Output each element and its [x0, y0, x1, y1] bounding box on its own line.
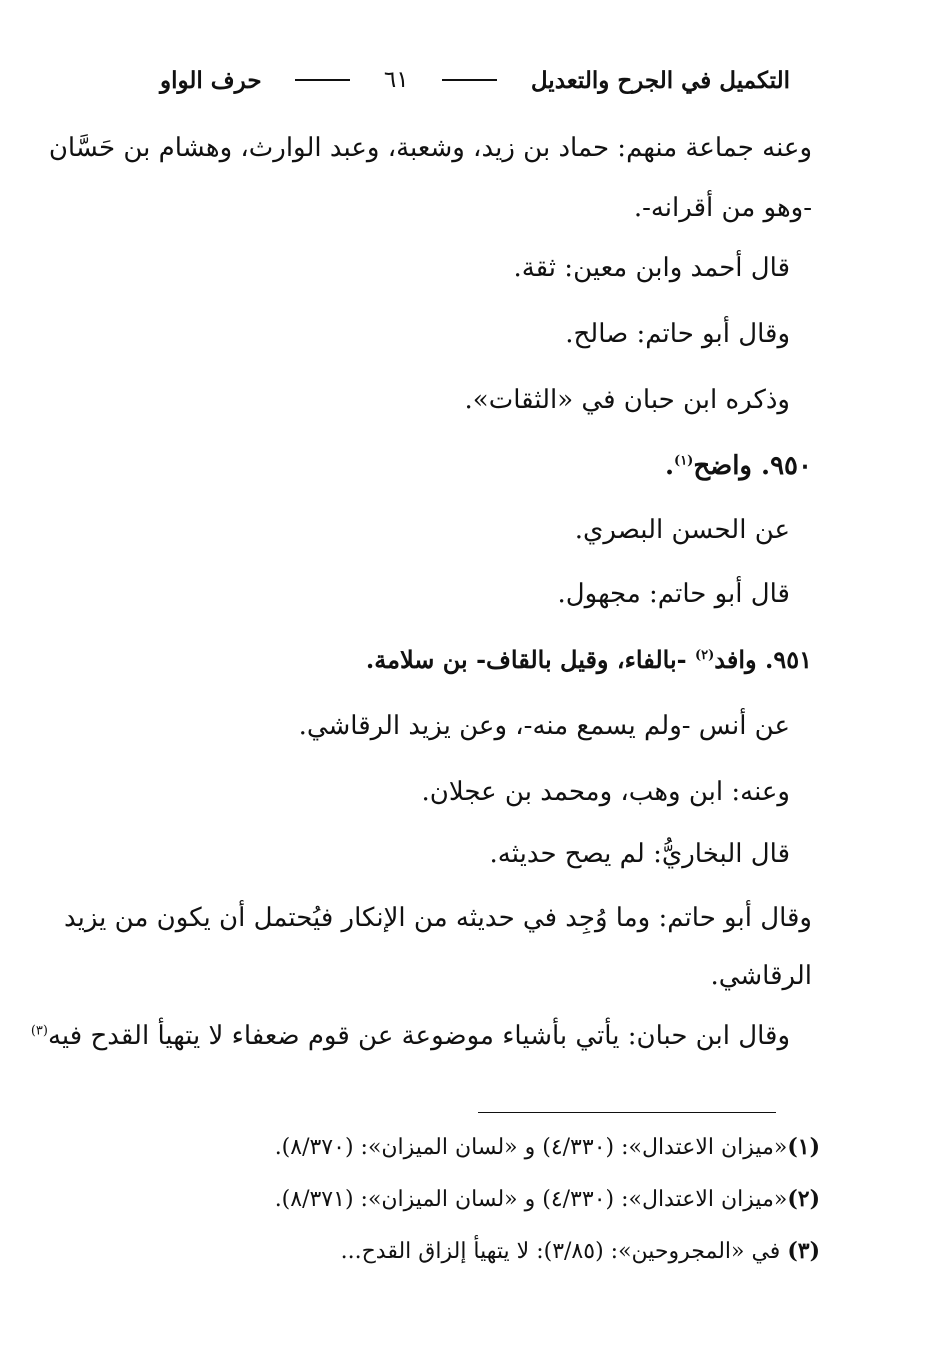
- footnote-text: «ميزان الاعتدال»: (٤/٣٣٠) و «لسان الميزان»: (٨/٣٧٠).: [274, 1135, 788, 1160]
- footnote-mark: (٣): [787, 1238, 820, 1264]
- entry-heading-951: [366, 640, 812, 680]
- footnote-mark: (١): [787, 1134, 820, 1160]
- footnote: [341, 1234, 820, 1269]
- body-line-with-ref: [31, 1016, 790, 1056]
- entry-number: ٩٥١.: [764, 645, 812, 674]
- footnote-separator: [478, 1112, 776, 1113]
- footnote: [275, 1182, 820, 1217]
- footnote-text: في «المجروحين»: (٣/٨٥): لا يتهيأ إلزاق القدح...: [340, 1239, 781, 1264]
- body-line: وعنه جماعة منهم: حماد بن زيد، وشعبة، وعبد الوارث، وهشام بن حَسَّان: [48, 133, 812, 163]
- header-dash: [295, 79, 350, 81]
- footnote-text: «ميزان الاعتدال»: (٤/٣٣٠) و «لسان الميزان»: (٨/٣٧١).: [274, 1187, 788, 1212]
- page-number: ٦١: [383, 67, 409, 93]
- running-header: [160, 60, 790, 100]
- footnote-mark: (٢): [787, 1186, 820, 1212]
- entry-name: واضح: [693, 451, 752, 481]
- body-line: عن أنس -ولم يسمع منه-، وعن يزيد الرقاشي.: [298, 711, 790, 741]
- body-text: وقال ابن حبان: يأتي بأشياء موضوعة عن قوم ضعفاء لا يتهيأ القدح فيه: [47, 1021, 790, 1051]
- section-title: حرف الواو: [160, 66, 262, 94]
- entry-heading-950: [665, 446, 812, 486]
- header-dash: [442, 79, 497, 81]
- body-line: عن الحسن البصري.: [574, 515, 790, 545]
- body-line: الرقاشي.: [710, 961, 812, 991]
- entry-number: ٩٥٠.: [761, 451, 812, 481]
- body-line: قال أحمد وابن معين: ثقة.: [513, 253, 790, 283]
- body-line: قال أبو حاتم: مجهول.: [557, 579, 790, 609]
- entry-rest: .: [664, 451, 675, 481]
- body-line: وذكره ابن حبان في «الثقات».: [464, 385, 790, 415]
- book-title: التكميل في الجرح والتعديل: [530, 66, 790, 94]
- footnote-ref: (١): [674, 453, 694, 469]
- body-line: قال البخاريُّ: لم يصح حديثه.: [489, 839, 790, 869]
- footnote-ref: (٢): [694, 648, 715, 663]
- entry-name: وافد: [714, 645, 757, 674]
- entry-rest: -بالفاء، وقيل بالقاف- بن سلامة.: [365, 645, 687, 674]
- footnote: [275, 1130, 820, 1165]
- footnote-ref: (٣): [30, 1023, 48, 1039]
- body-line: وقال أبو حاتم: صالح.: [565, 319, 790, 349]
- body-line: وعنه: ابن وهب، ومحمد بن عجلان.: [421, 777, 790, 807]
- body-line: وقال أبو حاتم: وما وُجِد في حديثه من الإنكار فيُحتمل أن يكون من يزيد: [63, 903, 812, 933]
- body-line: -وهو من أقرانه-.: [633, 193, 812, 223]
